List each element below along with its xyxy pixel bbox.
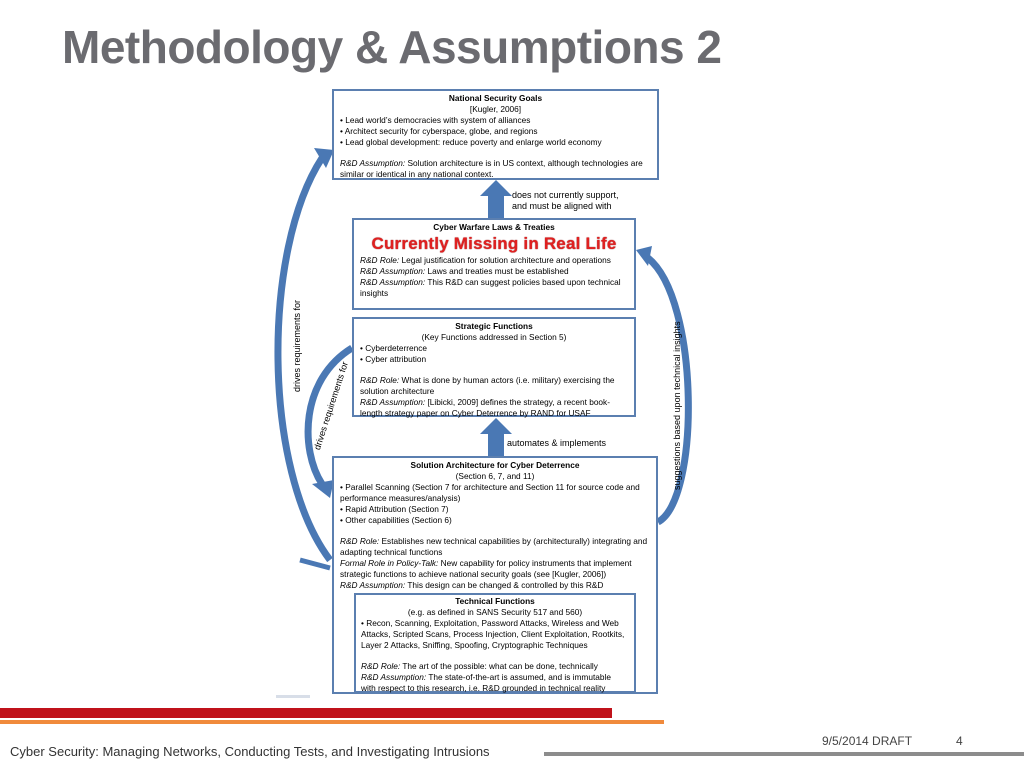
footer-bar-red: [0, 708, 612, 718]
role-line: R&D Role: Establishes new technical capabilities by (architecturally) integrating and: [340, 536, 648, 546]
box-heading: Technical Functions: [455, 596, 535, 606]
assumption-line: R&D Assumption: [Libicki, 2009] defines the strategy, a recent book-: [360, 397, 610, 407]
assumption-line-cont: length strategy paper on Cyber Deterrence by RAND for USAF: [360, 408, 591, 418]
assumption-line: R&D Assumption: This R&D can suggest policies based upon technical: [360, 277, 621, 287]
national-security-goals-box: [332, 89, 659, 180]
box-heading: National Security Goals: [448, 93, 543, 103]
footer-course-title: Cyber Security: Managing Networks, Conducting Tests, and Investigating Intrusions: [10, 744, 490, 759]
footer-date: 9/5/2014 DRAFT: [822, 734, 913, 748]
assumption-line: R&D Assumption: The state-of-the-art is assumed, and is immutable: [361, 672, 611, 682]
assumption-line-cont: insights: [360, 288, 389, 298]
formal-role-line: Formal Role in Policy-Talk: New capability for policy instruments that implement: [340, 558, 632, 568]
assumption-line: R&D Assumption: This design can be changed & controlled by this R&D: [340, 580, 604, 590]
footer-bar-gray: [544, 752, 1024, 756]
currently-missing-banner: Currently Missing in Real Life: [371, 234, 617, 253]
page-number: 4: [956, 734, 963, 748]
left-outer-arrow-label: drives requirements for: [292, 299, 302, 392]
box-subheading: (Section 6, 7, and 11): [455, 471, 535, 481]
arrow-note-automates: automates & implements: [507, 438, 607, 448]
box-subheading: (e.g. as defined in SANS Security 517 and 560): [407, 607, 583, 617]
formal-role-line-cont: strategic functions to achieve national security goals (see [Kugler, 2006]): [340, 569, 607, 579]
box-subheading: [Kugler, 2006]: [469, 104, 522, 114]
right-arrow-label: suggestions based upon technical insights: [672, 321, 682, 490]
left-inner-arrow-label: drives requirements for: [312, 360, 350, 452]
strategic-functions-box: [352, 317, 636, 417]
technical-functions-box: [354, 593, 636, 693]
role-line-cont: solution architecture: [360, 386, 435, 396]
list-item: performance measures/analysis): [340, 493, 461, 503]
box-heading: Cyber Warfare Laws & Treaties: [433, 222, 555, 232]
list-item: • Rapid Attribution (Section 7): [340, 504, 449, 514]
role-line-cont: adapting technical functions: [340, 547, 443, 557]
up-arrow-icon-1: [480, 180, 512, 218]
box-heading: Strategic Functions: [455, 321, 533, 331]
list-item: Attacks, Scripted Scans, Process Injection, Client Exploitation, Rootkits,: [361, 629, 625, 639]
footer-bar-orange: [0, 720, 664, 724]
role-line: R&D Role: The art of the possible: what can be done, technically: [361, 661, 598, 671]
arrow-note-support: does not currently support, and must be aligned with: [512, 190, 619, 211]
assumption-line: R&D Assumption: Solution architecture is in US context, although technologies are: [340, 158, 643, 168]
list-item: • Parallel Scanning (Section 7 for architecture and Section 11 for source code and: [340, 482, 640, 492]
list-item: • Lead global development: reduce poverty and enlarge world economy: [340, 137, 602, 147]
page-title: Methodology & Assumptions 2: [62, 21, 722, 73]
assumption-line-cont: with respect to this research, i.e. R&D grounded in technical reality: [361, 683, 606, 693]
list-item: • Recon, Scanning, Exploitation, Password Attacks, Wireless and Web: [361, 618, 619, 628]
list-item: • Cyber attribution: [360, 354, 427, 364]
box-subheading: (Key Functions addressed in Section 5): [421, 332, 567, 342]
role-line: R&D Role: What is done by human actors (i.e. military) exercising the: [360, 375, 615, 385]
list-item: • Other capabilities (Section 6): [340, 515, 452, 525]
role-line: R&D Role: Legal justification for solution architecture and operations: [360, 255, 611, 265]
up-arrow-icon-2: [480, 418, 512, 456]
assumption-line: R&D Assumption: Laws and treaties must be established: [360, 266, 569, 276]
cyber-warfare-laws-box: [352, 218, 636, 310]
list-item: Layer 2 Attacks, Sniffing, Spoofing, Cryptographic Techniques: [361, 640, 588, 650]
list-item: • Architect security for cyberspace, globe, and regions: [340, 126, 538, 136]
box-heading: Solution Architecture for Cyber Deterrence: [410, 460, 580, 470]
list-item: • Cyberdeterrence: [360, 343, 428, 353]
list-item: • Lead world’s democracies with system of alliances: [340, 115, 531, 125]
assumption-line-cont: similar or identical in any national context.: [340, 169, 494, 179]
left-outer-curved-arrow-icon: [278, 148, 334, 568]
